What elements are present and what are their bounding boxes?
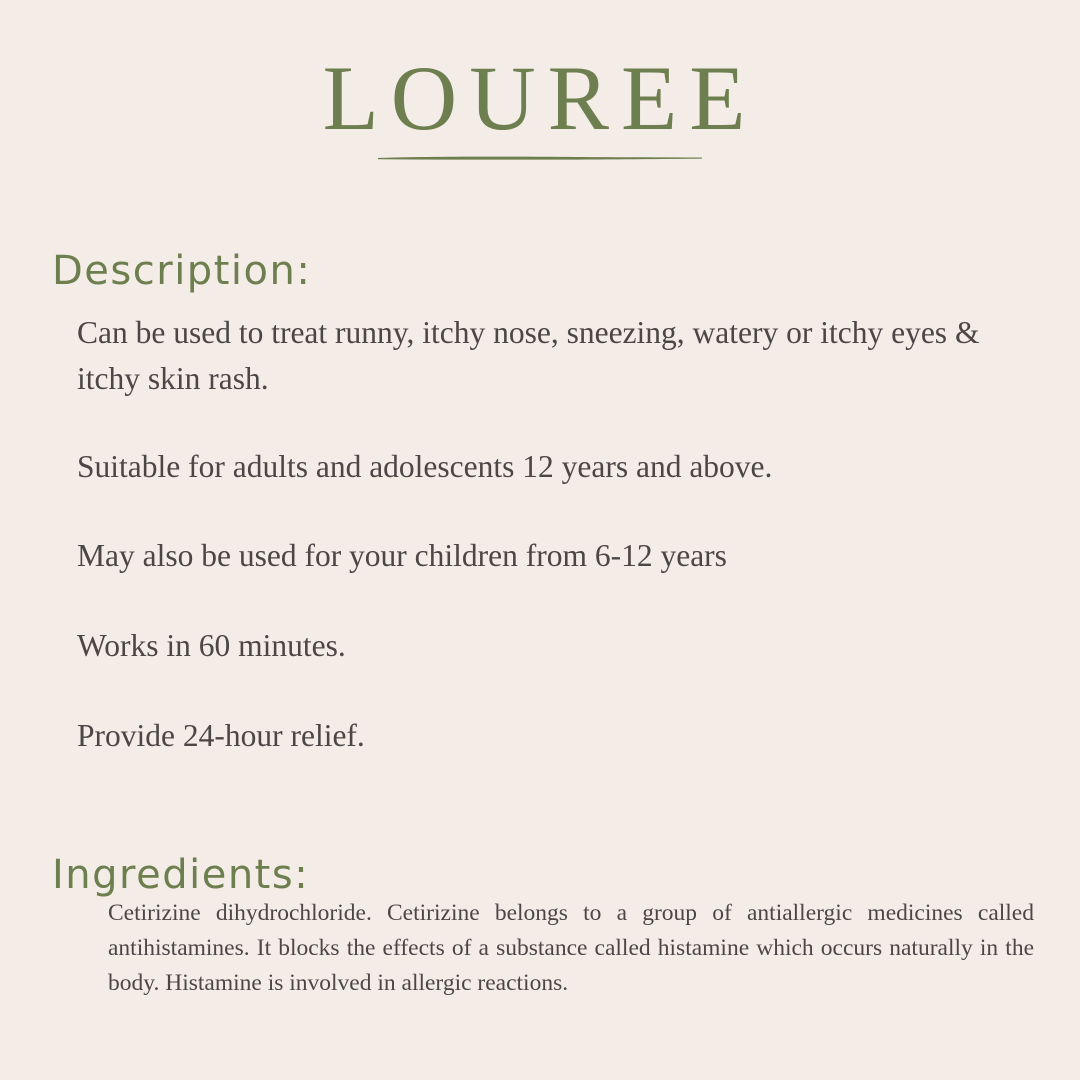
ingredients-text: Cetirizine dihydrochloride. Cetirizine belongs to a group of antiallergic medicines called antihistamines. It blocks the effects of a substance called histamine which occurs naturally in the body. Histamine is involved in allergic reactions. (108, 900, 1034, 996)
brand-underline-stroke (376, 154, 704, 162)
description-paragraph-5: Provide 24-hour relief. (77, 718, 365, 753)
description-paragraph-1: Can be used to treat runny, itchy nose, sneezing, watery or itchy eyes & itchy skin rash. (77, 315, 980, 396)
description-paragraph-4: Works in 60 minutes. (77, 628, 346, 663)
ingredients-heading: Ingredients: (52, 852, 310, 899)
description-paragraph-2: Suitable for adults and adolescents 12 years and above. (77, 449, 773, 484)
description-heading: Description: (52, 248, 312, 295)
brand-logo-text: LOUREE (322, 47, 758, 149)
description-paragraph-3: May also be used for your children from 6-12 years (77, 538, 727, 573)
